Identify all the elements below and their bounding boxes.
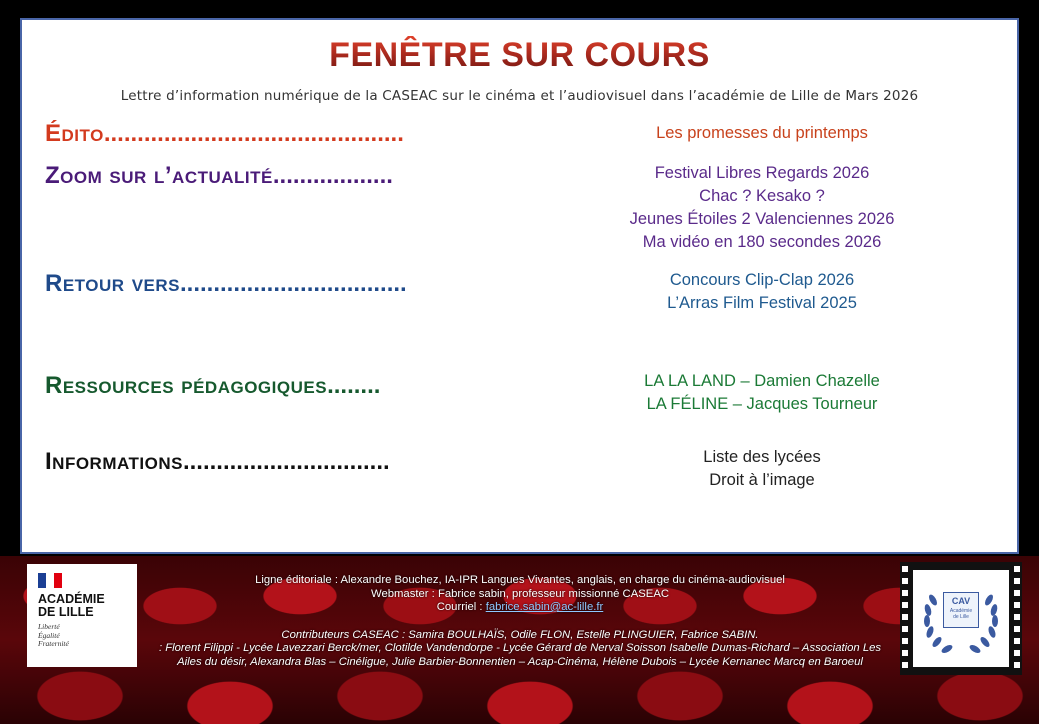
cav-abbr: CAV [951,596,971,606]
footer-banner [0,556,1039,724]
cav-label [944,608,978,620]
email-label: Courriel : [436,601,486,613]
section-heading-zoom[interactable] [45,162,515,190]
link-item[interactable]: LA LA LAND – Damien Chazelle [644,372,880,390]
cav-label-line: de Lille [953,614,969,620]
flag-stripe-red [54,573,62,588]
section-heading-label: Informations [45,448,183,475]
section-heading-label: Ressources pédagogiques [45,372,328,399]
cav-logo [913,570,1009,667]
section-links-zoom [582,162,942,254]
cav-badge [943,592,979,628]
section-heading-label: Édito [45,120,104,147]
credits-block [140,574,900,669]
section-heading-informations[interactable] [45,448,515,476]
page-subtitle: Lettre d’information numérique de la CASEAC sur le cinéma et l’audiovisuel dans l’académie de Lille de Mars 2026 [120,88,919,104]
section-heading-dots: ............................... [182,448,390,475]
section-heading-dots: ............................................. [103,120,404,147]
section-links-informations [582,446,942,492]
section-heading-dots: ........ [327,372,381,399]
section-heading-dots: .................................. [180,270,407,297]
section-heading-label: Retour vers [45,270,180,297]
section-heading-dots: .................. [272,162,393,189]
flag-stripe-blue [38,573,46,588]
link-item[interactable]: Jeunes Étoiles 2 Valenciennes 2026 [629,210,895,228]
section-links-edito [582,122,942,145]
section-links-ressources [582,370,942,416]
newsletter-screen [20,18,1019,554]
logo-motto [38,623,137,649]
logo-name-line: DE LILLE [38,605,94,619]
link-item[interactable]: L’Arras Film Festival 2025 [667,294,857,312]
credit-contributors: Contributeurs CASEAC : Samira BOULHAÏS, Odile FLON, Estelle PLINGUIER, Fabrice SABIN. [281,628,759,641]
section-links-retour [582,269,942,315]
credit-email-line [140,601,900,615]
link-item[interactable]: Chac ? Kesako ? [699,187,825,205]
section-heading-label: Zoom sur l’actualité [45,162,273,189]
link-item[interactable]: Droit à l’image [709,471,815,489]
link-item[interactable]: Liste des lycées [703,448,821,466]
credit-webmaster: Webmaster : Fabrice sabin, professeur missionné CASEAC [370,587,670,600]
motto-line: Égalité [38,630,60,640]
section-heading-ressources[interactable] [45,372,515,400]
cav-label-line: Académie [949,608,973,614]
flag-stripe-white [46,573,54,588]
section-heading-retour[interactable] [45,270,515,298]
credit-editorial: Ligne éditoriale : Alexandre Bouchez, IA-IPR Langues Vivantes, anglais, en charge du cinéma-audiovisuel [255,574,785,586]
link-item[interactable]: Les promesses du printemps [656,124,868,142]
link-item[interactable]: Concours Clip-Clap 2026 [669,271,855,289]
email-link[interactable]: fabrice.sabin@ac-lille.fr [485,601,604,613]
french-flag-icon [38,573,62,588]
logo-name-line: ACADÉMIE [38,592,105,606]
cav-filmstrip [900,562,1022,675]
page-title: FENÊTRE SUR COURS [22,36,1017,75]
academie-logo [27,564,137,667]
motto-line: Fraternité [38,639,69,648]
link-item[interactable]: Festival Libres Regards 2026 [654,164,870,182]
link-item[interactable]: LA FÉLINE – Jacques Tourneur [646,395,878,413]
logo-name [38,593,137,619]
filmstrip-perforations [902,566,908,671]
section-heading-edito[interactable] [45,120,515,148]
link-item[interactable]: Ma vidéo en 180 secondes 2026 [642,233,882,251]
motto-line: Liberté [38,622,60,631]
credit-partners-line-2: Ailes du désir, Alexandra Blas – Cinéligue, Julie Barbier-Bonnentien – Acap-Cinéma, Hélène Dubois – Lycée Kernanec Marcq en Baroeul [177,655,863,668]
credit-partners-line-1: : Florent Filippi - Lycée Lavezzari Berck/mer, Clotilde Vandendorpe - Lycée Gérard de Nerval Soisson Isabelle Dumas-Richard – Association Les [158,642,882,654]
filmstrip-perforations [1014,566,1020,671]
